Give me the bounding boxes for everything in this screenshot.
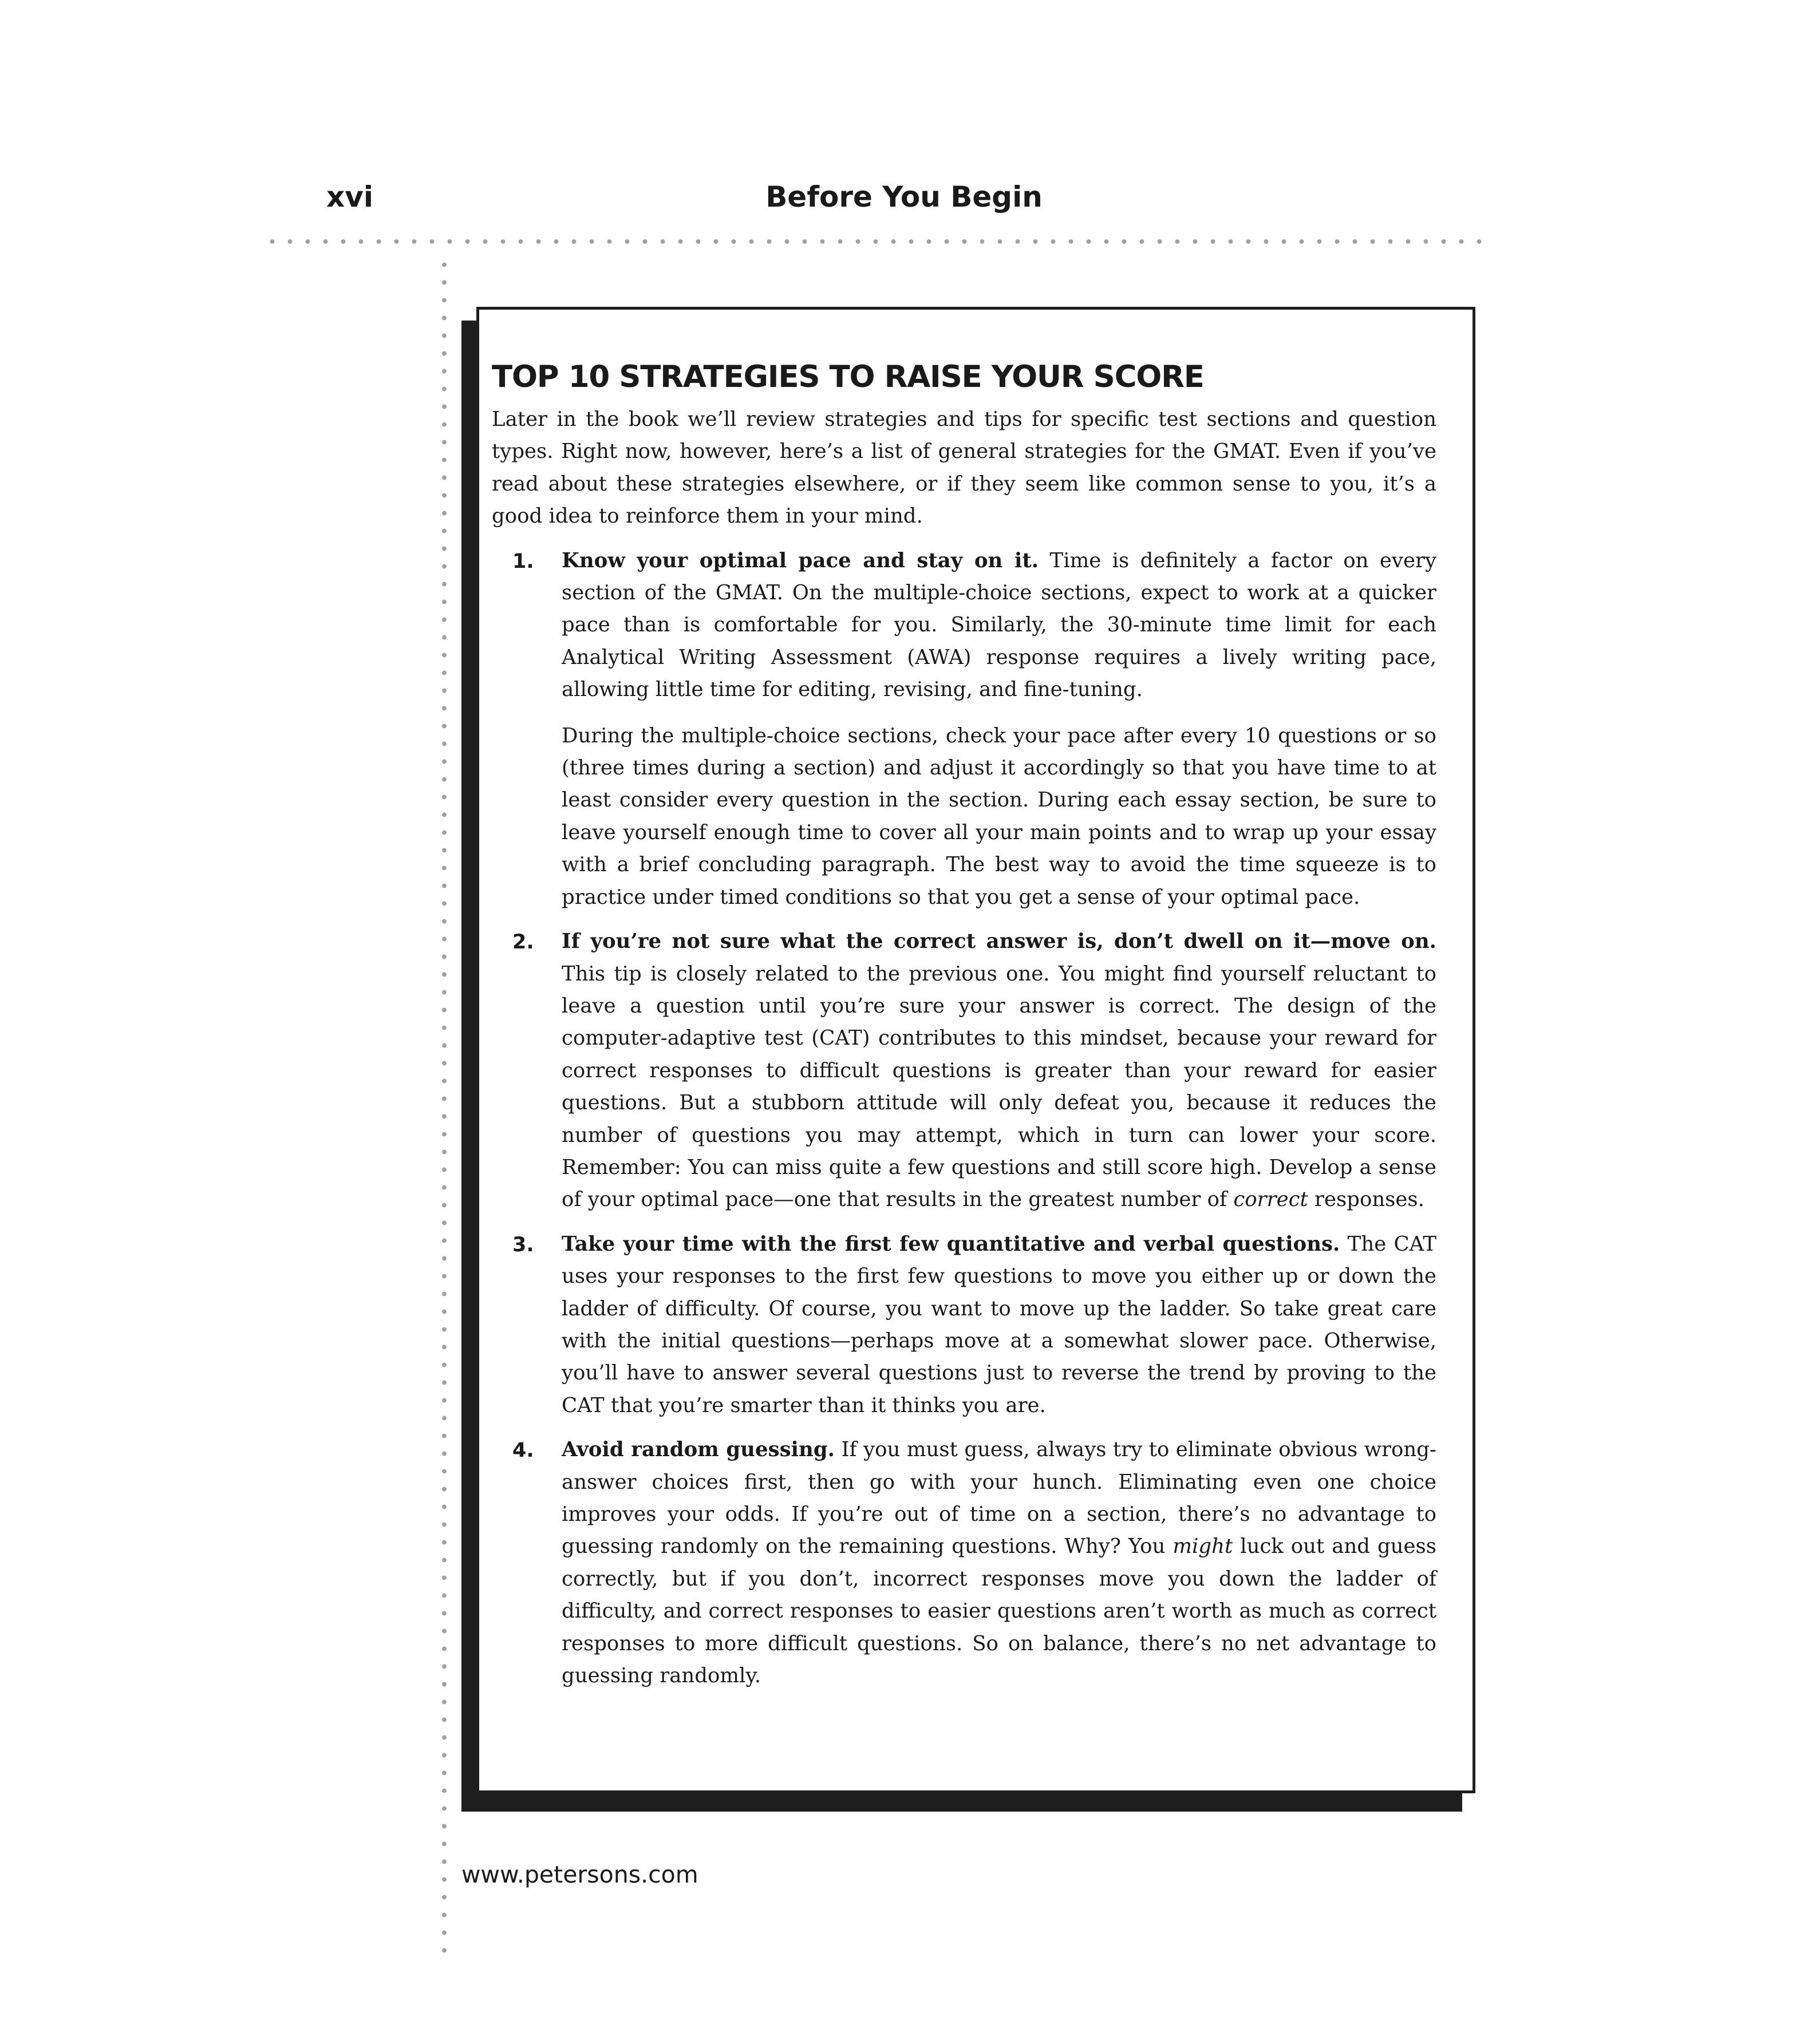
- box-heading: TOP 10 STRATEGIES TO RAISE YOUR SCORE: [492, 359, 1204, 394]
- emphasis: correct: [1233, 1188, 1308, 1212]
- strategy-text-end: luck out and guess correctly, but if you don’t, incorrect responses move you down the ladder of difficulty, and correct responses to easier questions aren’t worth as much as correct responses to more difficult questions. So on balance, there’s no net advantage to guessing randomly.: [562, 1535, 1436, 1688]
- strategy-text: This tip is closely related to the previous one. You might find yourself reluctant to leave a question until you’re sure your answer is correct. The design of the computer-adaptive test (CAT) contributes to this mindset, because your reward for correct responses to difficult questions is greater than your reward for easier questions. But a stubborn attitude will only defeat you, because it reduces the number of questions you may attempt, which in turn can lower your score. Remember: You can miss quite a few questions and still score high. Develop a sense of your optimal pace—one that results in the greatest number of: [562, 962, 1436, 1212]
- running-title: Before You Begin: [765, 180, 1043, 214]
- strategy-paragraph: [562, 1228, 1436, 1422]
- strategy-item-1: [492, 545, 1436, 914]
- strategy-lead: Avoid random guessing.: [562, 1438, 835, 1462]
- strategy-number: 2.: [512, 931, 534, 954]
- emphasis: might: [1173, 1535, 1233, 1559]
- strategy-paragraph: [562, 926, 1436, 1216]
- strategy-number: 4.: [512, 1439, 534, 1462]
- footer-url: www.petersons.com: [461, 1861, 698, 1888]
- strategies-box: [476, 307, 1475, 1793]
- strategy-number: 1.: [512, 549, 534, 573]
- strategy-item-2: [492, 926, 1436, 1216]
- strategy-item-4: [492, 1434, 1436, 1692]
- strategy-text: The CAT uses your responses to the first few questions to move you either up or down the ladder of difficulty. Of course, you want to move up the ladder. So take great care with the initial questions—perhaps move at a somewhat slower pace. Otherwise, you’ll have to answer several questions just to reverse the trend by proving to the CAT that you’re smarter than it thinks you are.: [562, 1232, 1436, 1417]
- dotted-margin-rule: [441, 256, 447, 1964]
- strategy-paragraph-continued: During the multiple-choice sections, check your pace after every 10 questions or so (three times during a section) and adjust it accordingly so that you have time to at least consider every question in the section. During each essay section, be sure to leave yourself enough time to cover all your main points and to wrap up your essay with a brief concluding paragraph. The best way to avoid the time squeeze is to practice under timed conditions so that you get a sense of your optimal pace.: [562, 723, 1436, 909]
- strategy-paragraph: [562, 1434, 1436, 1692]
- strategy-text-end: responses.: [1308, 1188, 1424, 1212]
- strategy-lead: Know your optimal pace and stay on it.: [562, 548, 1039, 572]
- strategy-number: 3.: [512, 1233, 534, 1256]
- strategy-lead: Take your time with the first few quantitative and verbal questions.: [562, 1232, 1340, 1256]
- strategy-lead: If you’re not sure what the correct answer is, don’t dwell on it—move on.: [562, 930, 1436, 954]
- page-number: xvi: [326, 180, 373, 214]
- strategy-list: [492, 545, 1436, 1693]
- strategies-box-content: [492, 355, 1436, 1692]
- intro-paragraph: Later in the book we’ll review strategies and tips for specific test sections and question types. Right now, however, here’s a list of general strategies for the GMAT. Even if you’ve read about these strategies elsewhere, or if they seem like common sense to you, it’s a good idea to reinforce them in your mind.: [492, 408, 1436, 528]
- strategy-item-3: [492, 1228, 1436, 1422]
- dotted-header-rule: [263, 239, 1494, 244]
- strategy-text: If you must guess, always try to eliminate obvious wrong-answer choices first, then go with your hunch. Eliminating even one choice improves your odds. If you’re out of time on a section, there’s no advantage to guessing randomly on the remaining questions. Why? You: [562, 1438, 1437, 1559]
- strategy-text: Time is definitely a factor on every section of the GMAT. On the multiple-choice sections, expect to work at a quicker pace than is comfortable for you. Similarly, the 30-minute time limit for each Analytical Writing Assessment (AWA) response requires a lively writing pace, allowing little time for editing, revising, and fine-tuning.: [562, 548, 1437, 702]
- strategy-paragraph: [562, 545, 1436, 706]
